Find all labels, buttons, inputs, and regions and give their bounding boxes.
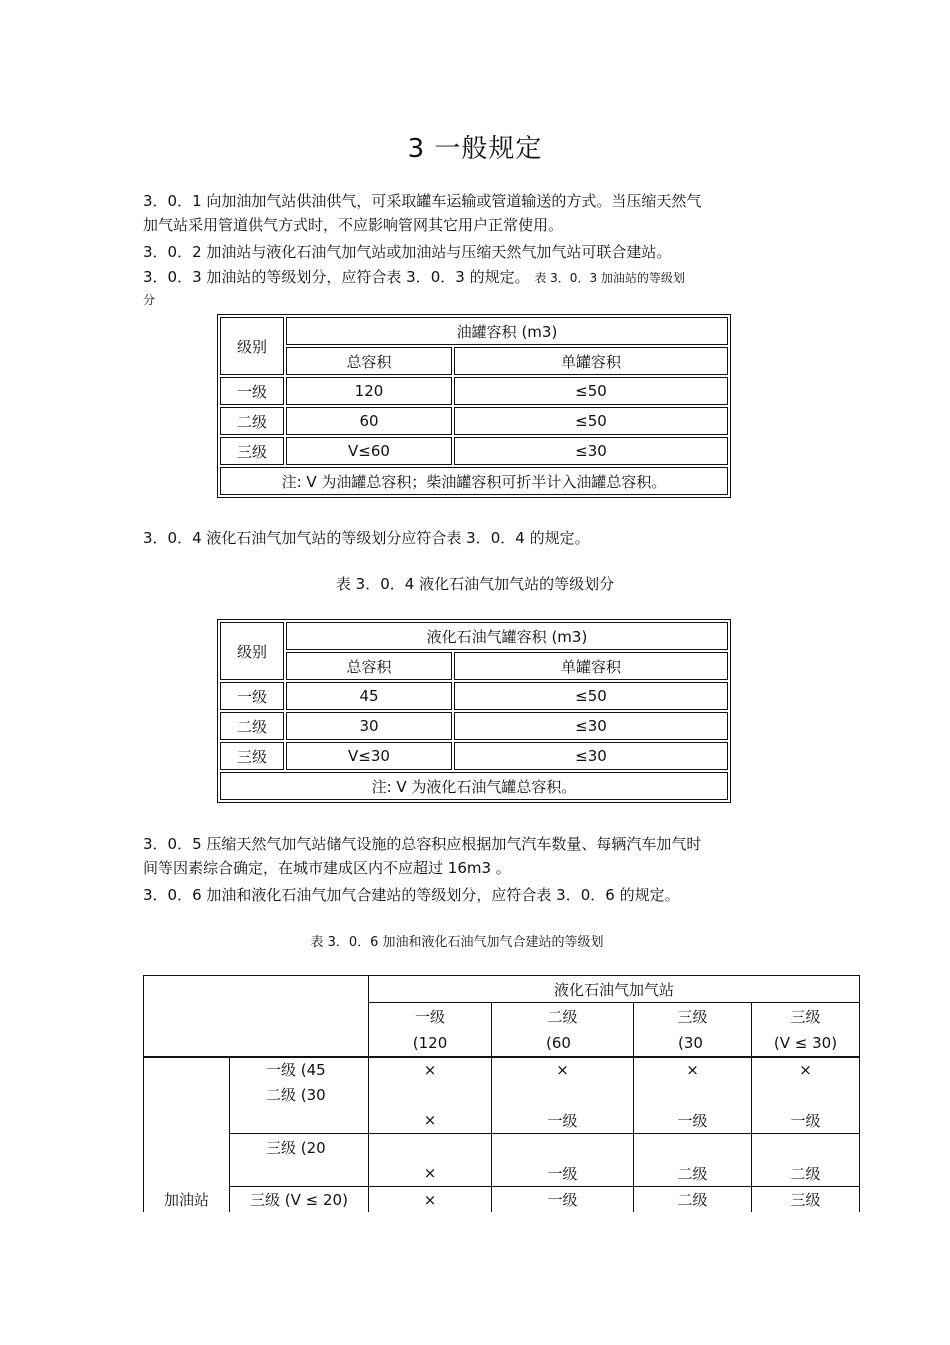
table2-level-header: 级别: [220, 622, 284, 680]
table2-cell-single: ≤30: [454, 712, 728, 740]
table2-cell-level: 二级: [220, 712, 284, 740]
table3-cell: 三级: [752, 1187, 860, 1213]
table3-cell: 一级: [492, 1108, 634, 1134]
table3-cell: ×: [369, 1108, 492, 1134]
table3-cell: ×: [752, 1057, 860, 1082]
table3-col-sub: (30: [634, 1030, 752, 1057]
table3-col-sub: (V ≤ 30): [752, 1030, 860, 1057]
paragraph-3-0-6: 3．0．6 加油和液化石油气加气合建站的等级划分，应符合表 3．0．6 的规定。: [143, 886, 680, 904]
paragraph-3-0-3-text: 3．0．3 加油站的等级划分，应符合表 3．0．3 的规定。: [143, 268, 530, 286]
table3-corner: [144, 976, 369, 1057]
paragraph-3-0-5-line1: 3．0．5 压缩天然气加气站储气设施的总容积应根据加气汽车数量、每辆汽车加气时: [143, 835, 702, 853]
table1-level-header: 级别: [220, 317, 284, 375]
table1-cell-total: 120: [286, 377, 452, 405]
table2-cell-total: 45: [286, 682, 452, 710]
table3-col-level: 一级: [369, 1003, 492, 1030]
table-3-0-6: [143, 975, 860, 1212]
table1-cell-single: ≤50: [454, 377, 728, 405]
paragraph-3-0-3-line2: 分: [143, 293, 156, 307]
table3-col-sub: (60: [492, 1030, 634, 1057]
table3-cell: ×: [492, 1057, 634, 1082]
table2-cell-total: V≤30: [286, 742, 452, 770]
table3-cell: 一级: [634, 1108, 752, 1134]
table3-cell: 一级: [492, 1161, 634, 1187]
table3-cell: ×: [369, 1161, 492, 1187]
table3-cell: ×: [369, 1057, 492, 1082]
paragraph-3-0-4: 3．0．4 液化石油气加气站的等级划分应符合表 3．0．4 的规定。: [143, 529, 590, 547]
paragraph-3-0-5-line2: 间等因素综合确定，在城市建成区内不应超过 16m3 。: [143, 859, 511, 877]
paragraph-3-0-1-line2: 加气站采用管道供气方式时，不应影响管网其它用户正常使用。: [143, 216, 564, 234]
table2-cell-level: 三级: [220, 742, 284, 770]
table3-cell: ×: [634, 1057, 752, 1082]
table3-col-level: 二级: [492, 1003, 634, 1030]
table3-col-level: 三级: [752, 1003, 860, 1030]
table1-cell-total: 60: [286, 407, 452, 435]
table2-cell-total: 30: [286, 712, 452, 740]
table1-note: 注: V 为油罐总容积；柴油罐容积可折半计入油罐总容积。: [220, 467, 728, 495]
table3-cell: 二级: [752, 1161, 860, 1187]
page-title: 3 一般规定: [407, 134, 543, 164]
paragraph-3-0-1-line1: 3．0．1 向加油加气站供油供气，可采取罐车运输或管道输送的方式。当压缩天然气: [143, 192, 702, 210]
table3-cell: 二级: [634, 1161, 752, 1187]
table3-col-level: 三级: [634, 1003, 752, 1030]
table1-cell-level: 三级: [220, 437, 284, 465]
table3-cell: 二级: [634, 1187, 752, 1213]
table3-row3-label: 三级 (V ≤ 20): [230, 1187, 369, 1213]
table3-row2-label: 三级 (20: [230, 1134, 369, 1161]
table1-cell-total: V≤60: [286, 437, 452, 465]
table1-col-single: 单罐容积: [454, 347, 728, 375]
table3-col-sub: (120: [369, 1030, 492, 1057]
table1-cell-level: 二级: [220, 407, 284, 435]
table-3-0-6-caption: 表 3．0．6 加油和液化石油气加气合建站的等级划: [310, 935, 604, 950]
table2-cell-single: ≤30: [454, 742, 728, 770]
table1-cell-single: ≤30: [454, 437, 728, 465]
table2-cell-single: ≤50: [454, 682, 728, 710]
table1-cell-single: ≤50: [454, 407, 728, 435]
table3-row-group: 加油站: [144, 1057, 230, 1213]
table2-cell-level: 一级: [220, 682, 284, 710]
table3-cell: 一级: [752, 1108, 860, 1134]
table2-col-single: 单罐容积: [454, 652, 728, 680]
table2-col-total: 总容积: [286, 652, 452, 680]
table3-cell: ×: [369, 1187, 492, 1213]
table2-group-header: 液化石油气罐容积 (m3): [286, 622, 728, 650]
table-3-0-4-caption: 表 3．0．4 液化石油气加气站的等级划分: [335, 575, 615, 593]
paragraph-3-0-2: 3．0．2 加油站与液化石油气加气站或加油站与压缩天然气加气站可联合建站。: [143, 243, 672, 261]
table2-note: 注: V 为液化石油气罐总容积。: [220, 772, 728, 800]
table1-col-total: 总容积: [286, 347, 452, 375]
table3-row1-label-a: 一级 (45: [230, 1057, 369, 1082]
table3-lpg-header: 液化石油气加气站: [369, 976, 860, 1003]
table1-group-header: 油罐容积 (m3): [286, 317, 728, 345]
table1-cell-level: 一级: [220, 377, 284, 405]
table3-row1-label-b: 二级 (30: [230, 1082, 369, 1108]
table-3-0-3-caption: 表 3．0．3 加油站的等级划: [534, 271, 685, 285]
table3-cell: 一级: [492, 1187, 634, 1213]
